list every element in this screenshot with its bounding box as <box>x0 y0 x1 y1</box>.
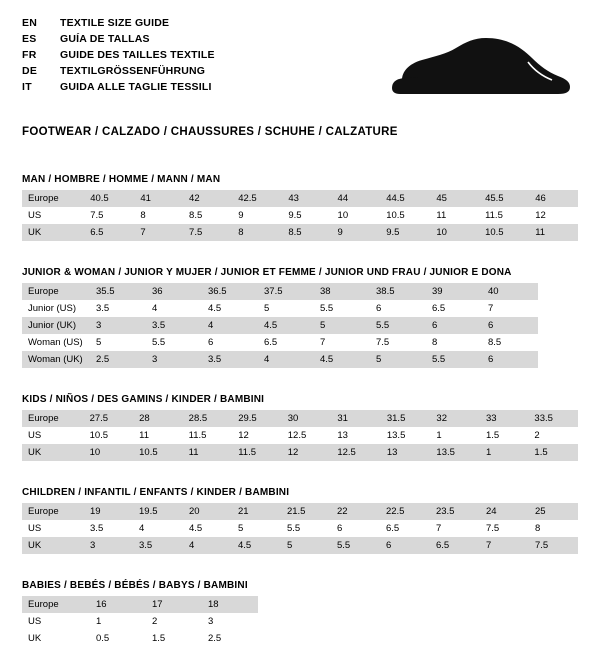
cell: 2 <box>528 427 578 444</box>
cell: 3.5 <box>84 520 133 537</box>
table-row <box>22 207 578 224</box>
cell: 8 <box>232 224 282 241</box>
cell: 1 <box>480 444 528 461</box>
language-row <box>22 48 215 64</box>
cell: 6 <box>370 300 426 317</box>
cell: 10.5 <box>479 224 529 241</box>
cell: 33.5 <box>528 410 578 427</box>
row-label: Woman (US) <box>22 334 90 351</box>
cell: 9 <box>332 224 381 241</box>
table-row <box>22 334 538 351</box>
cell: 3.5 <box>202 351 258 368</box>
row-label: Europe <box>22 596 90 613</box>
cell: 5.5 <box>426 351 482 368</box>
cell: 40.5 <box>84 190 134 207</box>
cell: 7.5 <box>529 537 578 554</box>
table-row <box>22 596 258 613</box>
cell: 13 <box>331 427 381 444</box>
cell: 6.5 <box>426 300 482 317</box>
cell: 42.5 <box>232 190 282 207</box>
table-row <box>22 224 578 241</box>
cell: 7 <box>134 224 183 241</box>
cell: 11 <box>529 224 578 241</box>
language-row <box>22 16 215 32</box>
language-row <box>22 64 215 80</box>
table-row <box>22 503 578 520</box>
cell: 6.5 <box>430 537 480 554</box>
section-babies <box>22 580 578 647</box>
section-title: MAN / HOMBRE / HOMME / MANN / MAN <box>22 174 221 185</box>
cell: 2 <box>146 613 202 630</box>
cell: 4 <box>133 520 183 537</box>
table-row <box>22 444 578 461</box>
cell: 24 <box>480 503 529 520</box>
cell: 19 <box>84 503 133 520</box>
language-code: EN <box>22 17 38 29</box>
cell: 40 <box>482 283 538 300</box>
table-row <box>22 410 578 427</box>
cell: 12 <box>282 444 332 461</box>
cell: 4 <box>258 351 314 368</box>
size-table-kids <box>22 410 578 461</box>
cell: 10.5 <box>133 444 183 461</box>
cell: 5.5 <box>146 334 202 351</box>
cell: 22.5 <box>380 503 430 520</box>
section-title: BABIES / BEBÉS / BÉBÉS / BABYS / BAMBINI <box>22 580 248 591</box>
cell: 38.5 <box>370 283 426 300</box>
cell: 13.5 <box>430 444 480 461</box>
cell: 9.5 <box>282 207 331 224</box>
cell: 5.5 <box>370 317 426 334</box>
cell: 12.5 <box>282 427 332 444</box>
cell: 19.5 <box>133 503 183 520</box>
cell: 4.5 <box>183 520 232 537</box>
cell: 7 <box>482 300 538 317</box>
cell: 11 <box>133 427 183 444</box>
cell: 30 <box>282 410 332 427</box>
cell: 6.5 <box>258 334 314 351</box>
cell: 42 <box>183 190 232 207</box>
size-table-junior-woman <box>22 283 538 368</box>
cell: 7 <box>430 520 480 537</box>
language-code: FR <box>22 49 37 61</box>
cell: 39 <box>426 283 482 300</box>
cell: 5.5 <box>331 537 380 554</box>
cell: 12 <box>232 427 282 444</box>
cell: 1.5 <box>480 427 528 444</box>
row-label: Europe <box>22 283 90 300</box>
cell: 6 <box>482 351 538 368</box>
cell: 35.5 <box>90 283 146 300</box>
cell: 44 <box>332 190 381 207</box>
row-label: Woman (UK) <box>22 351 90 368</box>
cell: 5 <box>370 351 426 368</box>
category-title: FOOTWEAR / CALZADO / CHAUSSURES / SCHUHE / CALZATURE <box>22 126 398 138</box>
cell: 32 <box>430 410 480 427</box>
cell: 8 <box>134 207 183 224</box>
cell: 4.5 <box>232 537 281 554</box>
cell: 6.5 <box>84 224 134 241</box>
table-row <box>22 283 538 300</box>
cell: 7.5 <box>183 224 232 241</box>
language-title: GUIDA ALLE TAGLIE TESSILI <box>60 81 212 93</box>
cell: 9 <box>232 207 282 224</box>
cell: 4 <box>183 537 232 554</box>
cell: 6 <box>380 537 430 554</box>
section-man <box>22 174 578 241</box>
language-row <box>22 32 215 48</box>
cell: 5 <box>258 300 314 317</box>
cell: 31 <box>331 410 381 427</box>
language-code: DE <box>22 65 38 77</box>
cell: 3.5 <box>133 537 183 554</box>
cell: 10.5 <box>380 207 430 224</box>
cell: 33 <box>480 410 528 427</box>
cell: 10 <box>332 207 381 224</box>
cell: 25 <box>529 503 578 520</box>
table-row <box>22 613 258 630</box>
cell: 20 <box>183 503 232 520</box>
language-title: GUÍA DE TALLAS <box>60 33 150 45</box>
cell: 36 <box>146 283 202 300</box>
language-title: GUIDE DES TAILLES TEXTILE <box>60 49 215 61</box>
row-label: UK <box>22 224 84 241</box>
cell: 7 <box>480 537 529 554</box>
section-title: JUNIOR & WOMAN / JUNIOR Y MUJER / JUNIOR ET FEMME / JUNIOR UND FRAU / JUNIOR E DONA <box>22 267 512 278</box>
cell: 6 <box>202 334 258 351</box>
cell: 28 <box>133 410 183 427</box>
section-title: CHILDREN / INFANTIL / ENFANTS / KINDER / BAMBINI <box>22 487 290 498</box>
cell: 4.5 <box>314 351 370 368</box>
language-code: IT <box>22 81 32 93</box>
cell: 9.5 <box>380 224 430 241</box>
cell: 3.5 <box>90 300 146 317</box>
language-row <box>22 80 215 96</box>
cell: 3 <box>146 351 202 368</box>
cell: 7.5 <box>480 520 529 537</box>
cell: 36.5 <box>202 283 258 300</box>
cell: 2.5 <box>202 630 258 647</box>
cell: 43 <box>282 190 331 207</box>
cell: 4.5 <box>258 317 314 334</box>
section-junior-woman <box>22 267 578 368</box>
table-row <box>22 351 538 368</box>
table-row <box>22 427 578 444</box>
cell: 17 <box>146 596 202 613</box>
cell: 21 <box>232 503 281 520</box>
cell: 8 <box>529 520 578 537</box>
cell: 12.5 <box>331 444 381 461</box>
size-table-man <box>22 190 578 241</box>
cell: 8.5 <box>282 224 331 241</box>
row-label: UK <box>22 630 90 647</box>
cell: 5 <box>281 537 331 554</box>
cell: 7.5 <box>370 334 426 351</box>
table-row <box>22 537 578 554</box>
cell: 29.5 <box>232 410 282 427</box>
table-row <box>22 520 578 537</box>
cell: 38 <box>314 283 370 300</box>
cell: 7 <box>314 334 370 351</box>
cell: 8.5 <box>482 334 538 351</box>
cell: 4.5 <box>202 300 258 317</box>
cell: 41 <box>134 190 183 207</box>
cell: 1.5 <box>146 630 202 647</box>
row-label: Europe <box>22 190 84 207</box>
cell: 23.5 <box>430 503 480 520</box>
cell: 6 <box>482 317 538 334</box>
language-title-body <box>22 16 215 96</box>
cell: 37.5 <box>258 283 314 300</box>
cell: 7.5 <box>84 207 134 224</box>
cell: 4 <box>146 300 202 317</box>
cell: 45 <box>430 190 479 207</box>
language-code: ES <box>22 33 37 45</box>
cell: 6 <box>426 317 482 334</box>
cell: 5.5 <box>314 300 370 317</box>
cell: 46 <box>529 190 578 207</box>
cell: 6 <box>331 520 380 537</box>
row-label: US <box>22 207 84 224</box>
cell: 8 <box>426 334 482 351</box>
cell: 3 <box>84 537 133 554</box>
cell: 10 <box>430 224 479 241</box>
cell: 6.5 <box>380 520 430 537</box>
row-label: US <box>22 520 84 537</box>
cell: 10.5 <box>84 427 134 444</box>
row-label: Europe <box>22 503 84 520</box>
table-row <box>22 630 258 647</box>
cell: 22 <box>331 503 380 520</box>
cell: 5 <box>90 334 146 351</box>
language-title-list <box>22 16 215 96</box>
cell: 11.5 <box>232 444 282 461</box>
document-header <box>22 16 578 112</box>
cell: 4 <box>202 317 258 334</box>
row-label: Junior (UK) <box>22 317 90 334</box>
cell: 21.5 <box>281 503 331 520</box>
row-label: US <box>22 427 84 444</box>
row-label: Junior (US) <box>22 300 90 317</box>
cell: 11 <box>183 444 233 461</box>
language-title: TEXTILE SIZE GUIDE <box>60 17 170 29</box>
cell: 44.5 <box>380 190 430 207</box>
cell: 12 <box>529 207 578 224</box>
cell: 45.5 <box>479 190 529 207</box>
cell: 31.5 <box>381 410 431 427</box>
cell: 3.5 <box>146 317 202 334</box>
size-table-children <box>22 503 578 554</box>
row-label: UK <box>22 444 84 461</box>
section-children <box>22 487 578 554</box>
cell: 11.5 <box>479 207 529 224</box>
cell: 3 <box>202 613 258 630</box>
cell: 3 <box>90 317 146 334</box>
cell: 2.5 <box>90 351 146 368</box>
cell: 11 <box>430 207 479 224</box>
size-table-babies <box>22 596 258 647</box>
row-label: US <box>22 613 90 630</box>
cell: 5 <box>232 520 281 537</box>
cell: 1 <box>430 427 480 444</box>
section-title: KIDS / NIÑOS / DES GAMINS / KINDER / BAMBINI <box>22 394 265 405</box>
cell: 5 <box>314 317 370 334</box>
cell: 5.5 <box>281 520 331 537</box>
row-label: Europe <box>22 410 84 427</box>
section-kids <box>22 394 578 461</box>
table-row <box>22 190 578 207</box>
cell: 28.5 <box>183 410 233 427</box>
row-label: UK <box>22 537 84 554</box>
cell: 1 <box>90 613 146 630</box>
table-row <box>22 317 538 334</box>
language-title: TEXTILGRÖSSENFÜHRUNG <box>60 65 206 77</box>
cell: 13 <box>381 444 431 461</box>
cell: 11.5 <box>183 427 233 444</box>
cell: 0.5 <box>90 630 146 647</box>
table-row <box>22 300 538 317</box>
cell: 18 <box>202 596 258 613</box>
cell: 27.5 <box>84 410 134 427</box>
cell: 8.5 <box>183 207 232 224</box>
cell: 1.5 <box>528 444 578 461</box>
dress-shoe-icon <box>382 32 572 106</box>
cell: 16 <box>90 596 146 613</box>
cell: 13.5 <box>381 427 431 444</box>
cell: 10 <box>84 444 134 461</box>
